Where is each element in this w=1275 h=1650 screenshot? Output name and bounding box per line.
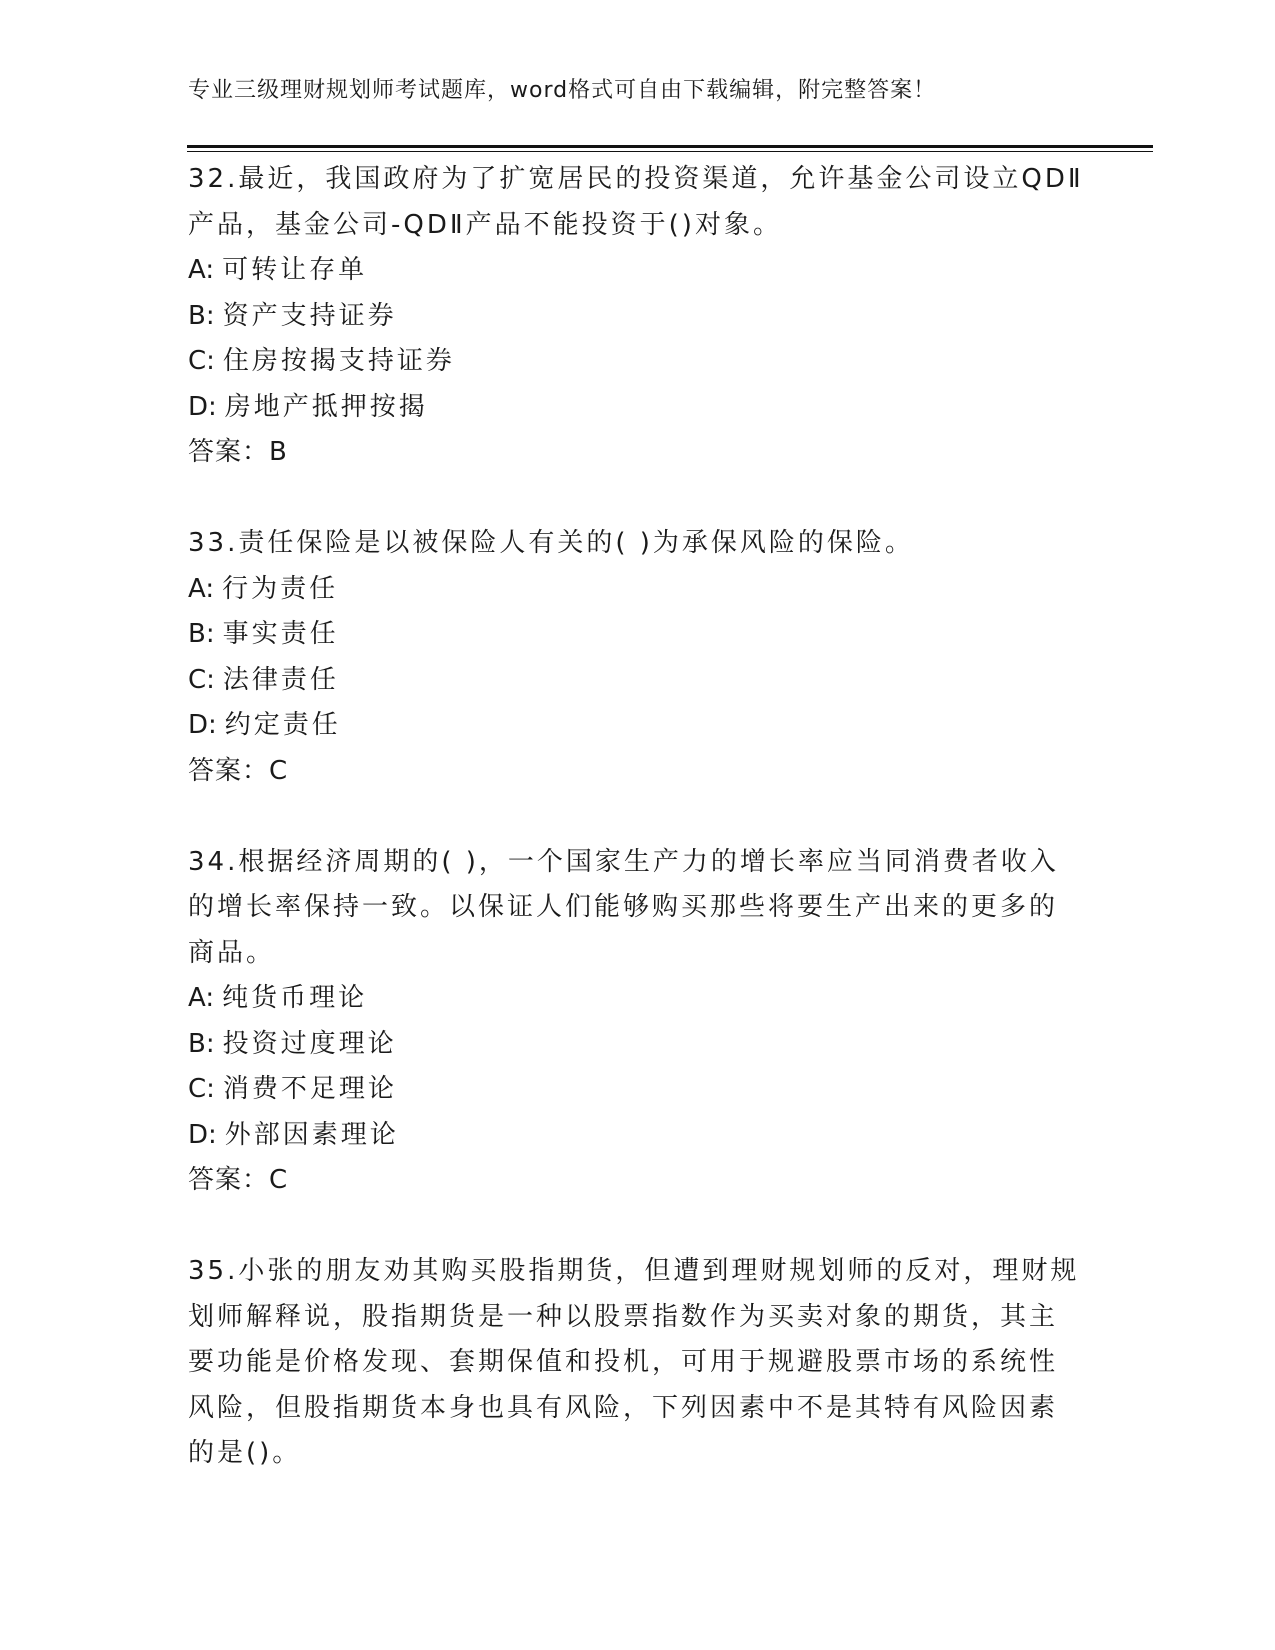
question-text-line: 商品。: [188, 937, 276, 968]
question-text-line: 的增长率保持一致。以保证人们能够购买那些将要生产出来的更多的: [188, 892, 1059, 922]
question-34: [188, 840, 1088, 1204]
header-rule-thin: [187, 151, 1153, 152]
answer: 答案：C: [188, 755, 289, 786]
question-text-line: 划师解释说，股指期货是一种以股票指数作为买卖对象的期货，其主: [188, 1301, 1059, 1332]
option-letter: A:: [188, 573, 215, 604]
question-text-line: 产品，基金公司-QDⅡ产品不能投资于()对象。: [188, 209, 782, 240]
option-d: [188, 703, 1088, 749]
option-text: 房地产抵押按揭: [224, 391, 428, 422]
question-35: [188, 1249, 1088, 1477]
option-letter: C:: [188, 1074, 215, 1104]
header-rule-thick: [187, 145, 1153, 148]
option-text: 资产支持证券: [222, 300, 397, 331]
question-text-line: 35.小张的朋友劝其购买股指期货，但遭到理财规划师的反对，理财规: [188, 1256, 1080, 1286]
option-a: [188, 976, 1088, 1022]
option-text: 可转让存单: [222, 255, 368, 285]
option-text: 消费不足理论: [222, 1074, 397, 1104]
question-text-line: 34.根据经济周期的( )，一个国家生产力的增长率应当同消费者收入: [188, 846, 1059, 877]
option-text: 法律责任: [222, 664, 339, 695]
option-text: 投资过度理论: [222, 1028, 397, 1059]
question-spacer: [188, 794, 1088, 840]
option-letter: A:: [188, 983, 215, 1013]
question-32: [188, 157, 1088, 476]
question-text-line: 风险，但股指期货本身也具有风险，下列因素中不是其特有风险因素: [188, 1392, 1059, 1423]
option-c: [188, 339, 1088, 385]
option-letter: D:: [188, 391, 217, 422]
option-text: 行为责任: [222, 573, 339, 604]
option-letter: D:: [188, 710, 217, 740]
option-text: 约定责任: [224, 710, 341, 740]
option-letter: A:: [188, 255, 215, 285]
answer: 答案：C: [188, 1165, 289, 1195]
question-text-line: 要功能是价格发现、套期保值和投机，可用于规避股票市场的系统性: [188, 1347, 1059, 1377]
question-text-line: 的是()。: [188, 1438, 302, 1468]
question-list: [188, 157, 1088, 1477]
option-c: [188, 658, 1088, 704]
page-header: 专业三级理财规划师考试题库，word格式可自由下载编辑，附完整答案！: [188, 78, 937, 103]
option-d: [188, 1113, 1088, 1159]
option-a: [188, 567, 1088, 613]
option-d: [188, 385, 1088, 431]
option-letter: B:: [188, 1028, 215, 1059]
question-33: [188, 521, 1088, 794]
option-text: 纯货币理论: [222, 983, 368, 1013]
option-a: [188, 248, 1088, 294]
option-letter: B:: [188, 300, 215, 331]
option-c: [188, 1067, 1088, 1113]
option-text: 外部因素理论: [224, 1119, 399, 1150]
option-letter: D:: [188, 1119, 217, 1150]
question-text-line: 33.责任保险是以被保险人有关的( )为承保风险的保险。: [188, 528, 914, 558]
option-letter: C:: [188, 346, 215, 376]
question-spacer: [188, 1204, 1088, 1250]
option-text: 事实责任: [222, 619, 339, 649]
answer: 答案：B: [188, 437, 288, 467]
option-b: [188, 294, 1088, 340]
question-spacer: [188, 476, 1088, 522]
option-b: [188, 612, 1088, 658]
option-letter: C:: [188, 664, 215, 695]
question-text-line: 32.最近，我国政府为了扩宽居民的投资渠道，允许基金公司设立QDⅡ: [188, 164, 1084, 194]
option-b: [188, 1022, 1088, 1068]
option-letter: B:: [188, 619, 215, 649]
option-text: 住房按揭支持证券: [222, 346, 455, 376]
